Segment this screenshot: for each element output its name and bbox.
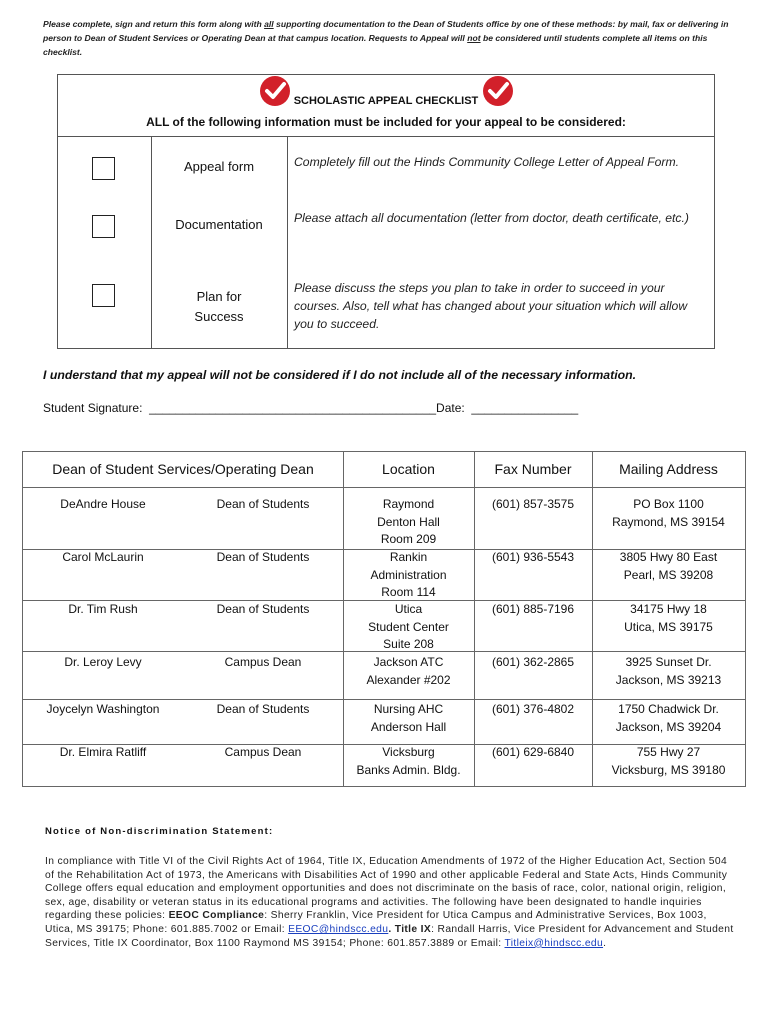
dean-title: Dean of Students bbox=[216, 550, 310, 564]
dean-name: Dr. Leroy Levy bbox=[64, 655, 142, 669]
checklist-header bbox=[58, 75, 714, 137]
location: Jackson ATC Alexander #202 bbox=[366, 655, 451, 687]
checklist-subtitle: ALL of the following information must be included for your appeal to be considered: bbox=[146, 115, 626, 129]
fax-number: (601) 936-5543 bbox=[491, 550, 575, 564]
header-dean: Dean of Student Services/Operating Dean bbox=[52, 461, 314, 477]
dean-title: Dean of Students bbox=[216, 702, 310, 716]
mailing-address: 755 Hwy 27 Vicksburg, MS 39180 bbox=[611, 745, 726, 777]
title-ix-email-link[interactable]: Titleix@hindscc.edu bbox=[504, 937, 604, 949]
checklist-item-label: Plan for Success bbox=[194, 289, 244, 324]
checklist-item-description: Please discuss the steps you plan to take in order to succeed in your courses. Also, tell what has changed about your situation which will allow you to succeed. bbox=[294, 281, 688, 331]
location: Rankin Administration Room 114 bbox=[370, 550, 447, 599]
mailing-address: 3805 Hwy 80 East Pearl, MS 39208 bbox=[619, 550, 718, 582]
fax-number: (601) 857-3575 bbox=[491, 497, 575, 511]
dean-title: Campus Dean bbox=[224, 655, 302, 669]
location: Nursing AHC Anderson Hall bbox=[370, 702, 447, 734]
notice-body: In compliance with Title VI of the Civil Rights Act of 1964, Title IX, Education Amendments of 1972 of the Higher Education Act, Section 504 of the Rehabilitation Act of 1973, the Americans with Disabilities Act of 1990 and other applicable Federal and State Acts, Hinds Community College offers equal education and employment opportunities and does not discriminate on the basis of race, color, national origin, religion, sex, age, disability or veteran status in its educational programs and activities. The following have been designated to handle inquiries regarding these policies: EEOC Compliance: Sherry Franklin, Vice President for Utica Campus and Administrative Services, Box 1003, Utica, MS 39175; Phone: 601.885.7002 or Email: EEOC@hindscc.edu. Title IX: Randall Harris, Vice President for Advancement and Student Services, Title IX Coordinator, Box 1100 Raymond MS 39154; Phone: 601.857.3889 or Email: Titleix@hindscc.edu. bbox=[45, 856, 734, 949]
mailing-address: 3925 Sunset Dr. Jackson, MS 39213 bbox=[615, 655, 722, 687]
checklist-item-label: Documentation bbox=[175, 217, 263, 232]
fax-number: (601) 376-4802 bbox=[491, 702, 575, 716]
dean-title: Dean of Students bbox=[216, 602, 310, 616]
checklist-item-label: Appeal form bbox=[183, 159, 255, 174]
dean-title: Campus Dean bbox=[224, 745, 302, 759]
checklist-item-description: Completely fill out the Hinds Community College Letter of Appeal Form. bbox=[294, 155, 679, 169]
mailing-address: 1750 Chadwick Dr. Jackson, MS 39204 bbox=[615, 702, 722, 734]
header-location: Location bbox=[382, 461, 435, 477]
appeal-form-checkbox[interactable] bbox=[92, 157, 115, 180]
row-divider bbox=[23, 699, 745, 700]
checklist-item-description: Please attach all documentation (letter from doctor, death certificate, etc.) bbox=[294, 211, 689, 225]
header-mailing: Mailing Address bbox=[619, 461, 718, 477]
dean-name: DeAndre House bbox=[60, 497, 146, 511]
fax-number: (601) 885-7196 bbox=[491, 602, 575, 616]
location: Raymond Denton Hall Room 209 bbox=[377, 497, 440, 546]
understand-statement: I understand that my appeal will not be considered if I do not include all of the necessary information. bbox=[43, 368, 637, 382]
intro-instructions: Please complete, sign and return this form along with all supporting documentation to the Dean of Students office by one of these methods: by mail, fax or delivering in person to Dean of Student Services or Operating Dean at that campus location. Requests to Appeal will not be considered until students complete all items on this checklist. bbox=[43, 19, 729, 57]
table-header bbox=[23, 452, 745, 488]
dean-name: Dr. Tim Rush bbox=[68, 602, 138, 616]
dean-name: Carol McLaurin bbox=[62, 550, 144, 564]
signature-date-line[interactable]: Student Signature: ___________________________________________Date: ________________ bbox=[43, 401, 579, 415]
fax-number: (601) 629-6840 bbox=[491, 745, 575, 759]
fax-number: (601) 362-2865 bbox=[491, 655, 575, 669]
location: Vicksburg Banks Admin. Bldg. bbox=[356, 745, 461, 777]
dean-contact-table bbox=[22, 451, 746, 787]
dean-title: Dean of Students bbox=[216, 497, 310, 511]
scholastic-appeal-checklist bbox=[57, 74, 715, 349]
dean-name: Joycelyn Washington bbox=[46, 702, 160, 716]
eeoc-email-link[interactable]: EEOC@hindscc.edu bbox=[288, 923, 389, 935]
mailing-address: PO Box 1100 Raymond, MS 39154 bbox=[612, 497, 725, 529]
mailing-address: 34175 Hwy 18 Utica, MS 39175 bbox=[624, 602, 713, 634]
column-divider bbox=[287, 137, 288, 349]
documentation-checkbox[interactable] bbox=[92, 215, 115, 238]
plan-for-success-checkbox[interactable] bbox=[92, 284, 115, 307]
dean-name: Dr. Elmira Ratliff bbox=[59, 745, 147, 759]
location: Utica Student Center Suite 208 bbox=[368, 602, 449, 651]
header-fax: Fax Number bbox=[494, 461, 572, 477]
notice-title: Notice of Non-discrimination Statement: bbox=[45, 826, 274, 837]
checklist-title: SCHOLASTIC APPEAL CHECKLIST bbox=[293, 95, 479, 107]
